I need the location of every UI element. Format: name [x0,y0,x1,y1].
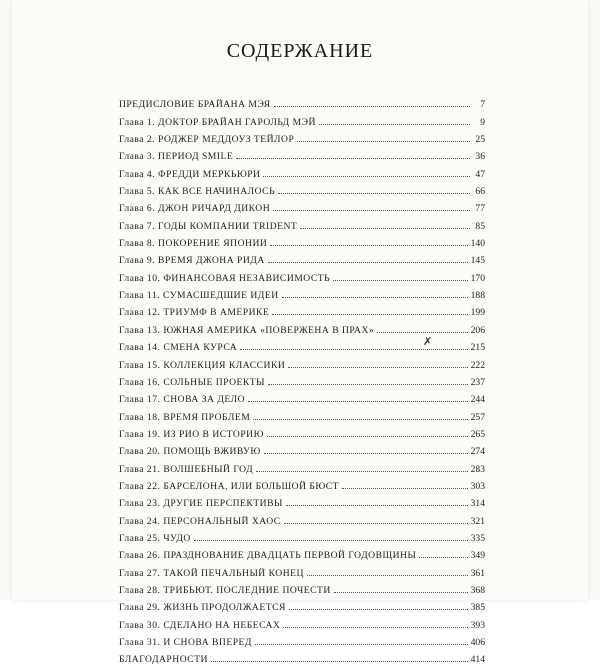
toc-entry [119,388,485,405]
toc-entry-title: Глава 2. РОДЖЕР МЕДДОУЗ ТЕЙЛОР [119,134,295,146]
page-title: СОДЕРЖАНИЕ [226,40,374,62]
toc-entry-title: Глава 22. БАРСЕЛОНА, ИЛИ БОЛЬШОЙ БЮСТ [119,480,340,492]
toc-entry-title: Глава 9. ВРЕМЯ ДЖОНА РИДА [119,255,265,267]
toc-entry-page-number: 222 [470,359,485,371]
toc-entry-page-number: 385 [470,602,485,614]
toc-entry [119,527,485,544]
toc-entry-title: Глава 11. СУМАСШЕДШИЕ ИДЕИ [119,290,279,302]
toc-entry [119,544,485,561]
toc-entry [119,318,485,335]
toc-entry-page-number: 406 [470,637,485,648]
toc-entry-title: Глава 23. ДРУГИЕ ПЕРСПЕКТИВЫ [119,498,283,510]
dot-leader [419,556,467,558]
toc-entry-title: Глава 29. ЖИЗНЬ ПРОДОЛЖАЕТСЯ [119,602,286,614]
dot-leader [248,400,468,402]
toc-entry [119,266,485,283]
dot-leader [253,418,467,420]
dot-leader [377,331,467,333]
toc-entry-title: Глава 30. СДЕЛАНО НА НЕБЕСАХ [119,619,281,631]
dot-leader [273,209,470,211]
toc-entry-title: Глава 1. ДОКТОР БРАЙАН ГАРОЛЬД МЭЙ [119,116,316,128]
toc-entry [119,631,485,648]
toc-entry-page-number: 349 [470,550,485,562]
toc-entry-page-number: 335 [470,532,485,544]
toc-entry [119,509,485,526]
dot-leader [289,608,468,610]
toc-entry [119,492,485,509]
dot-leader [268,383,468,385]
toc-entry-page-number: 265 [470,428,485,440]
toc-entry-title: Глава 24. ПЕРСОНАЛЬНЫЙ ХАОС [119,515,281,527]
dot-leader [256,470,467,472]
toc-entry-page-number: 36 [475,151,485,163]
dot-leader [263,175,470,177]
toc-entry [119,423,485,440]
toc-entry-page-number: 303 [470,480,485,492]
toc-entry-page-number: 206 [470,324,485,336]
dot-leader [268,261,468,263]
toc-entry-page-number: 85 [475,220,485,232]
toc-entry-title: Глава 17. СНОВА ЗА ДЕЛО [119,394,246,406]
dot-leader [240,348,467,350]
dot-leader [286,504,468,506]
toc-entry [119,648,485,665]
dot-leader [211,660,468,662]
dot-leader [300,227,470,229]
dot-leader [319,123,470,125]
toc-entry [119,371,485,388]
toc-entry-title: Глава 7. ГОДЫ КОМПАНИИ TRIDENT [119,220,298,232]
toc-entry [119,613,485,630]
dot-leader [307,574,468,576]
toc-entry-page-number: 140 [470,238,485,250]
table-of-contents [119,93,485,665]
toc-entry [119,197,485,214]
toc-entry-title: Глава 15. КОЛЛЕКЦИЯ КЛАССИКИ [119,359,286,371]
toc-entry-page-number: 414 [470,654,485,665]
dot-leader [194,539,468,541]
toc-entry-title: Глава 12. ТРИУМФ В АМЕРИКЕ [119,307,270,319]
toc-entry-title: Глава 25. ЧУДО [119,532,191,544]
toc-entry [119,145,485,162]
toc-entry-title: Глава 3. ПЕРИОД SMILE [119,151,234,163]
toc-entry-page-number: 257 [470,411,485,423]
toc-entry-page-number: 283 [470,463,485,475]
dot-leader [297,140,470,142]
toc-entry [119,214,485,231]
toc-entry-page-number: 393 [470,619,485,631]
toc-entry-page-number: 274 [470,446,485,458]
toc-entry-page-number: 321 [470,515,485,527]
toc-entry [119,457,485,474]
toc-entry-page-number: 145 [470,255,485,267]
toc-entry-page-number: 188 [470,290,485,302]
toc-entry [119,561,485,578]
toc-entry-title: Глава 20. ПОМОЩЬ ВЖИВУЮ [119,446,261,458]
toc-entry-title: ПРЕДИСЛОВИЕ БРАЙАНА МЭЯ [119,99,271,111]
toc-entry-title: Глава 5. КАК ВСЕ НАЧИНАЛОСЬ [119,186,276,198]
toc-entry-page-number: 77 [475,203,485,215]
toc-entry-page-number: 170 [470,272,485,284]
dot-leader [288,366,467,368]
toc-entry-title: Глава 16. СОЛЬНЫЕ ПРОЕКТЫ [119,376,266,388]
toc-entry-page-number: 237 [470,376,485,388]
toc-entry-title: Глава 21. ВОЛШЕБНЫЙ ГОД [119,463,254,475]
dot-leader [283,626,467,628]
toc-entry-title: Глава 10. ФИНАНСОВАЯ НЕЗАВИСИМОСТЬ [119,272,331,284]
toc-entry [119,249,485,266]
toc-entry [119,475,485,492]
toc-entry-page-number: 361 [470,567,485,579]
dot-leader [284,522,468,524]
toc-entry [119,579,485,596]
dot-leader [282,296,468,298]
toc-entry-title: Глава 31. И СНОВА ВПЕРЕД [119,637,252,648]
pencil-mark-icon: ✗ [423,336,433,348]
toc-entry-page-number: 368 [470,584,485,596]
toc-entry-page-number: 244 [470,394,485,406]
toc-entry-page-number: 47 [475,168,485,180]
toc-entry [119,180,485,197]
toc-entry-page-number: 314 [470,498,485,510]
toc-entry [119,440,485,457]
toc-entry-page-number: 7 [480,99,485,111]
toc-entry-page-number: 66 [475,186,485,198]
toc-entry-title: Глава 4. ФРЕДДИ МЕРКЬЮРИ [119,168,261,180]
dot-leader [334,591,468,593]
toc-entry-title: Глава 28. ТРИБЬЮТ. ПОСЛЕДНИЕ ПОЧЕСТИ [119,584,331,596]
dot-leader [267,435,468,437]
dot-leader [270,244,467,246]
toc-entry [119,162,485,179]
toc-entry [119,405,485,422]
toc-entry-title: Глава 27. ТАКОЙ ПЕЧАЛЬНЫЙ КОНЕЦ [119,567,304,579]
toc-entry-title: Глава 13. ЮЖНАЯ АМЕРИКА «ПОВЕРЖЕНА В ПРАХ» [119,324,375,336]
toc-entry-title: БЛАГОДАРНОСТИ [119,654,208,665]
toc-entry [119,93,485,110]
dot-leader [274,105,470,107]
toc-entry [119,284,485,301]
toc-entry-title: Глава 18. ВРЕМЯ ПРОБЛЕМ [119,411,251,423]
dot-leader [236,157,470,159]
toc-entry [119,353,485,370]
toc-entry-title: Глава 26. ПРАЗДНОВАНИЕ ДВАДЦАТЬ ПЕРВОЙ ГОДОВЩИНЫ [119,550,417,562]
toc-entry-page-number: 25 [475,134,485,146]
toc-entry-title: Глава 6. ДЖОН РИЧАРД ДИКОН [119,203,271,215]
toc-entry-page-number: 215 [470,342,485,354]
toc-entry-title: Глава 14. СМЕНА КУРСА [119,342,238,354]
toc-entry-page-number: 199 [470,307,485,319]
dot-leader [255,643,468,645]
toc-entry-title: Глава 19. ИЗ РИО В ИСТОРИЮ [119,428,264,440]
toc-entry [119,128,485,145]
toc-entry [119,110,485,127]
toc-entry [119,596,485,613]
dot-leader [272,313,467,315]
toc-entry-page-number: 9 [480,116,485,128]
dot-leader [278,192,470,194]
dot-leader [333,279,468,281]
toc-entry [119,301,485,318]
toc-entry [119,232,485,249]
dot-leader [342,487,468,489]
toc-entry-title: Глава 8. ПОКОРЕНИЕ ЯПОНИИ [119,238,268,250]
dot-leader [264,452,468,454]
